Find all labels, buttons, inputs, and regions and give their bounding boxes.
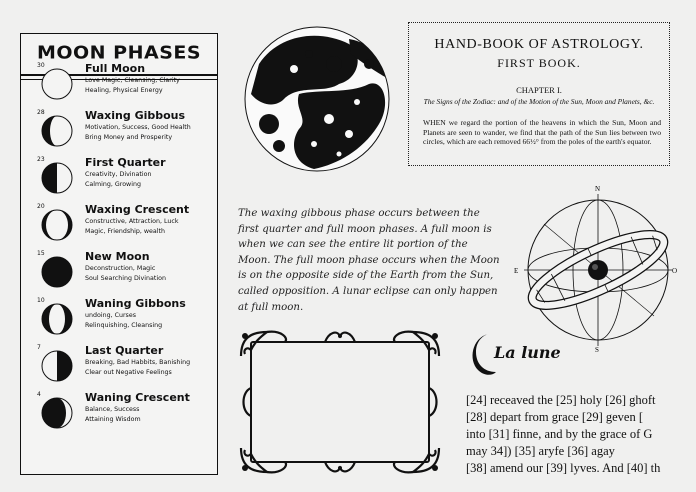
phase-name: Waxing Crescent bbox=[85, 203, 190, 216]
phase-day-number: 10 bbox=[37, 297, 45, 304]
phase-keywords: Soul Searching Divination bbox=[85, 275, 166, 282]
phase-keywords: undoing, Curses bbox=[85, 312, 136, 319]
astrology-subtitle: FIRST BOOK. bbox=[497, 56, 581, 70]
astrology-chapter: CHAPTER I. bbox=[516, 85, 562, 95]
phase-row bbox=[21, 346, 217, 392]
old-text-line: [28] depart from grace [29] geven [ bbox=[466, 410, 643, 424]
globe-letter-o: O bbox=[672, 267, 678, 275]
phase-day-number: 28 bbox=[37, 109, 45, 116]
phase-name: New Moon bbox=[85, 250, 150, 263]
phase-keywords: Healing, Physical Energy bbox=[85, 87, 163, 94]
phase-name: Waning Crescent bbox=[85, 391, 190, 404]
phase-keywords: Love Magic, Cleansing, Clarity bbox=[85, 77, 180, 84]
old-text-line: [24] receaved the [25] holy [26] ghoft bbox=[466, 393, 656, 407]
phase-keywords: Relinquishing, Cleansing bbox=[85, 322, 163, 329]
moon-phase-icon bbox=[39, 254, 75, 290]
astrology-body: WHEN we regard the portion of the heavens in which the Sun, Moon and Planets are seen to wander, we find that the path of the Sun lies between two circles, which are each removed 66½° from the poles of the earth's equator. bbox=[423, 118, 661, 146]
astrology-text-box bbox=[408, 22, 670, 166]
phase-day-number: 20 bbox=[37, 203, 45, 210]
moon-phase-icon bbox=[39, 348, 75, 384]
moon-phase-icon bbox=[39, 66, 75, 102]
phase-row bbox=[21, 64, 217, 110]
armillary-sphere-illustration bbox=[514, 184, 680, 352]
moon-phase-icon bbox=[39, 395, 75, 431]
full-moon-illustration bbox=[239, 24, 395, 174]
phase-row bbox=[21, 252, 217, 298]
astrology-chapter-heading: The Signs of the Zodiac: and of the Motion of the Sun, Moon and Planets, &c. bbox=[423, 97, 655, 106]
phase-keywords: Magic, Friendship, wealth bbox=[85, 228, 165, 235]
phase-keywords: Calming, Growing bbox=[85, 181, 141, 188]
moon-phases-panel bbox=[20, 33, 218, 475]
panel-title: MOON PHASES bbox=[36, 42, 202, 64]
old-text-fragment bbox=[466, 392, 688, 477]
globe-letter-n: N bbox=[595, 185, 601, 193]
phase-name: Last Quarter bbox=[85, 344, 164, 357]
phase-row bbox=[21, 158, 217, 204]
phase-name: Waning Gibbons bbox=[85, 297, 186, 310]
phase-keywords: Motivation, Success, Good Health bbox=[85, 124, 191, 131]
globe-letter-e: E bbox=[514, 267, 519, 275]
phase-name: Full Moon bbox=[85, 62, 146, 75]
phase-row bbox=[21, 393, 217, 439]
old-text-line: [38] amend our [39] lyves. And [40] th bbox=[466, 461, 661, 475]
moon-phase-icon bbox=[39, 301, 75, 337]
phase-day-number: 15 bbox=[37, 250, 45, 257]
phase-keywords: Bring Money and Prosperity bbox=[85, 134, 173, 141]
phase-day-number: 4 bbox=[37, 391, 41, 398]
crescent-moon-icon bbox=[466, 330, 496, 378]
phase-day-number: 23 bbox=[37, 156, 45, 163]
ornate-frame bbox=[237, 328, 443, 476]
phase-day-number: 30 bbox=[37, 62, 45, 69]
la-lune-title: La lune bbox=[494, 343, 561, 362]
phase-row bbox=[21, 111, 217, 157]
phase-keywords: Creativity, Divination bbox=[85, 171, 152, 178]
globe-letter-s: S bbox=[595, 346, 599, 352]
astrology-title: HAND-BOOK OF ASTROLOGY. bbox=[434, 37, 644, 52]
phase-name: Waxing Gibbous bbox=[85, 109, 186, 122]
phase-keywords: Breaking, Bad Habbits, Banishing bbox=[85, 359, 191, 366]
phase-keywords: Constructive, Attraction, Luck bbox=[85, 218, 179, 225]
phase-keywords: Clear out Negative Feelings bbox=[85, 369, 172, 376]
phase-keywords: Attaining Wisdom bbox=[85, 416, 141, 423]
phase-name: First Quarter bbox=[85, 156, 166, 169]
moon-phase-icon bbox=[39, 160, 75, 196]
cursive-paragraph: The waxing gibbous phase occurs between the first quarter and full moon phases. A full moon is when we can see the entire lit portion of the Moon. The full moon phase occurs when the Moon is on the opposite side of the Earth from the Sun, called opposition. A lunar eclipse can only happen at full moon. bbox=[238, 208, 500, 313]
phase-row bbox=[21, 205, 217, 251]
phase-row bbox=[21, 299, 217, 345]
old-text-line: may 34]) [35] aryfe [36] agay bbox=[466, 444, 615, 458]
moon-phase-icon bbox=[39, 207, 75, 243]
old-text-line: into [31] finne, and by the grace of G bbox=[466, 427, 653, 441]
phase-keywords: Deconstruction, Magic bbox=[85, 265, 156, 272]
phase-day-number: 7 bbox=[37, 344, 41, 351]
phase-keywords: Balance, Success bbox=[85, 406, 140, 413]
moon-phase-icon bbox=[39, 113, 75, 149]
